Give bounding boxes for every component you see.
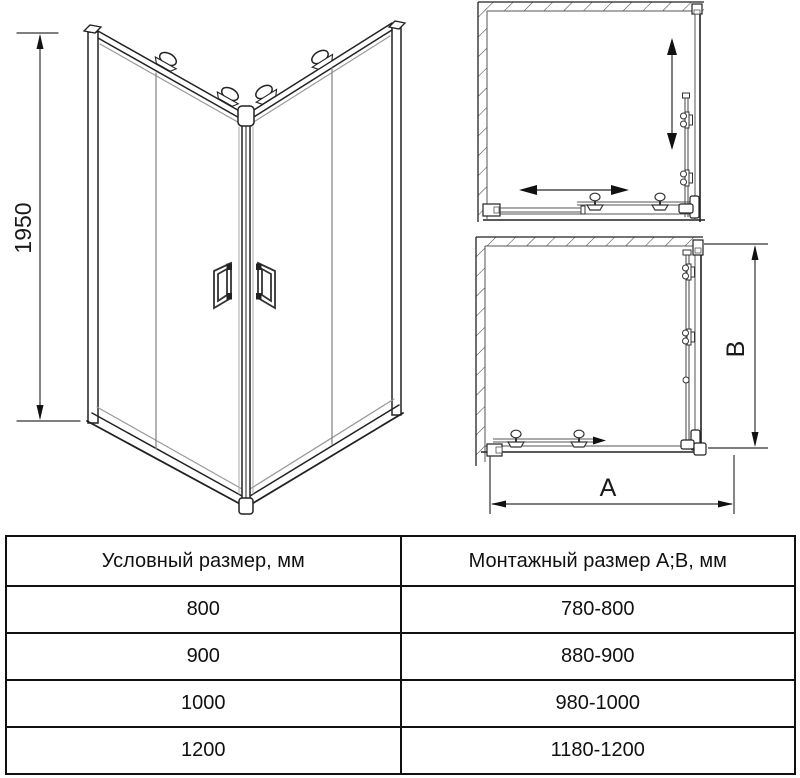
roller-icon bbox=[683, 329, 695, 345]
cell-mounting-size: 1180-1200 bbox=[401, 727, 796, 774]
installation-plan-view bbox=[476, 237, 768, 514]
roller-icon bbox=[683, 264, 695, 280]
cell-mounting-size: 780-800 bbox=[401, 586, 796, 633]
table-row bbox=[6, 586, 795, 633]
roller-icon bbox=[681, 112, 693, 128]
cell-nominal-size: 900 bbox=[6, 633, 401, 680]
isometric-view bbox=[10, 21, 405, 514]
dimension-a-label: A bbox=[599, 474, 617, 502]
col-header-mounting-size: Монтажный размер А;В, мм bbox=[401, 536, 796, 586]
roller-icon bbox=[681, 170, 693, 186]
cell-nominal-size: 1200 bbox=[6, 727, 401, 774]
slide-direction-arrow-vertical bbox=[667, 38, 677, 150]
table-row bbox=[6, 727, 795, 774]
col-header-nominal-size: Условный размер, мм bbox=[6, 536, 401, 586]
dimension-b-label: B bbox=[722, 340, 750, 358]
top-plan-view bbox=[478, 2, 705, 222]
cell-nominal-size: 1000 bbox=[6, 680, 401, 727]
table-header-row bbox=[6, 536, 795, 586]
cell-mounting-size: 980-1000 bbox=[401, 680, 796, 727]
door-handle bbox=[256, 263, 275, 308]
table-row bbox=[6, 680, 795, 727]
roller-icon bbox=[153, 48, 181, 73]
depth-dimension bbox=[704, 244, 768, 448]
door-handle bbox=[214, 263, 232, 308]
dimension-height-label: 1950 bbox=[10, 202, 36, 254]
size-table bbox=[5, 535, 796, 775]
cell-nominal-size: 800 bbox=[6, 586, 401, 633]
slide-direction-arrow-horizontal bbox=[519, 185, 629, 195]
cell-mounting-size: 880-900 bbox=[401, 633, 796, 680]
table-row bbox=[6, 633, 795, 680]
height-dimension bbox=[10, 33, 80, 421]
roller-icon bbox=[251, 81, 279, 106]
width-dimension bbox=[490, 455, 734, 514]
roller-icon bbox=[215, 83, 243, 108]
